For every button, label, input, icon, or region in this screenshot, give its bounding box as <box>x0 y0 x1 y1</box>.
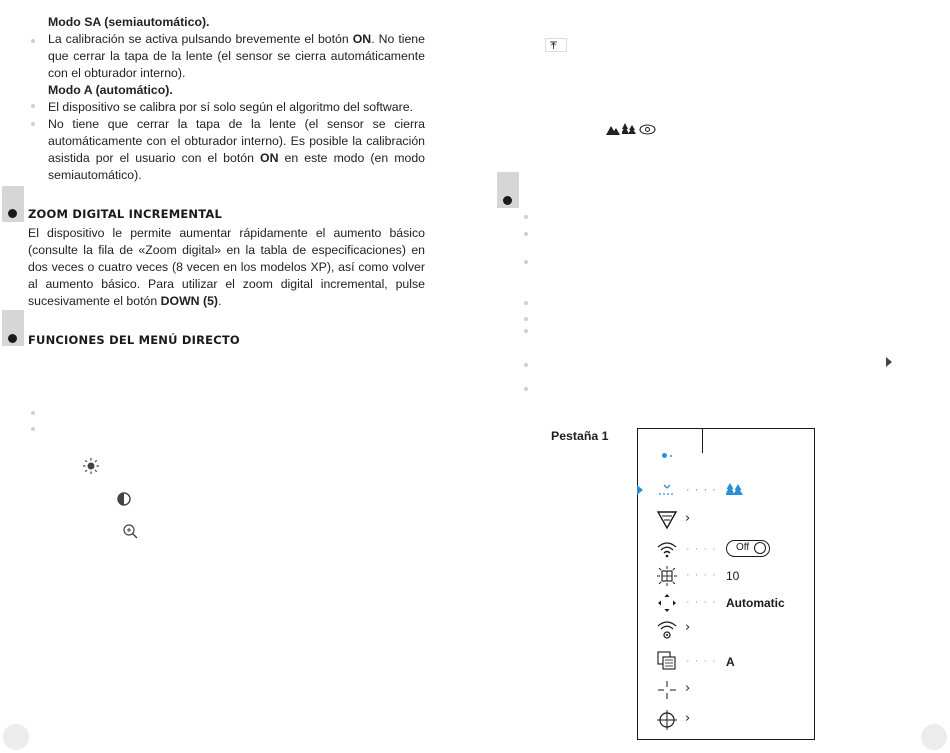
chevron-right-icon: › <box>685 681 691 696</box>
autofocus-icon <box>656 592 678 614</box>
page-corner-marker <box>921 724 947 750</box>
reticle-icon <box>656 709 678 731</box>
menu-dots: · · · · <box>686 569 717 581</box>
sa-mode-description: La calibración se activa pulsando brevemente el botón ON. No tiene que cerrar la tapa de la lente (el sensor se cierra automáticamente con el obturador interno). <box>48 32 425 80</box>
menu-tab-divider <box>702 428 703 453</box>
page-corner-marker <box>3 724 29 750</box>
menu-dots: · · · · <box>686 543 717 555</box>
menu-dots: · · · · <box>686 484 717 496</box>
menu-heading: FUNCIONES DEL MENÚ DIRECTO <box>28 333 240 347</box>
bullet-marker <box>31 39 35 43</box>
bullet-marker <box>524 301 528 305</box>
a-mode-title: Modo A (automático). <box>48 83 173 97</box>
brightness-grid-icon <box>656 565 678 587</box>
zoom-heading: ZOOM DIGITAL INCREMENTAL <box>28 207 223 221</box>
a-mode-description-2: No tiene que cerrar la tapa de la lente (el sensor se cierra automáticamente con el obturador interno). Es posible la calibración asistida por el usuario con el botón ON en este modo (en modo semiautomático). <box>48 117 425 182</box>
wifi-settings-icon <box>656 619 678 641</box>
eye-icon <box>639 124 656 135</box>
menu-panel <box>637 428 815 740</box>
a-mode-description-1: El dispositivo se calibra por sí solo según el algoritmo del software. <box>48 100 413 114</box>
calibration-mode-icon <box>656 479 678 501</box>
pip-value: A <box>726 655 735 669</box>
menu-dots: · · · · <box>686 596 717 608</box>
tab-indicator <box>662 453 667 458</box>
bullet-marker <box>524 317 528 321</box>
brightness-icon <box>82 457 100 475</box>
bullet-marker <box>524 215 528 219</box>
crosshair-icon <box>656 679 678 701</box>
toggle-knob <box>754 542 766 554</box>
tab-indicator <box>670 455 672 457</box>
bullet-marker <box>31 122 35 126</box>
contrast-icon <box>116 491 132 507</box>
wifi-toggle[interactable] <box>726 540 770 557</box>
tab-label: Pestaña 1 <box>551 429 609 443</box>
bullet-marker <box>31 411 35 415</box>
forest-icon <box>726 483 743 496</box>
bullet-marker <box>524 387 528 391</box>
section-marker <box>503 196 512 205</box>
bullet-marker <box>31 427 35 431</box>
section-marker <box>8 334 17 343</box>
sa-mode-title: Modo SA (semiautomático). <box>48 15 210 29</box>
selection-marker-icon <box>637 485 643 495</box>
pip-icon <box>656 650 678 672</box>
play-arrow-icon <box>886 357 892 367</box>
bullet-marker <box>524 329 528 333</box>
autofocus-value: Automatic <box>726 596 785 610</box>
bullet-marker <box>31 104 35 108</box>
zoom-paragraph: El dispositivo le permite aumentar rápidamente el aumento básico (consulte la fila de «Zoom digital» en la tabla de especificaciones) en dos veces o cuatro veces (8 vecen en los modelos XP), así como volver al aumento básico. Para utilizar el zoom digital incremental, pulse sucesivamente el botón DOWN (5). <box>28 226 425 308</box>
bullet-marker <box>524 260 528 264</box>
upload-icon <box>545 38 567 52</box>
section-marker <box>8 209 17 218</box>
mountain-icon <box>606 124 620 135</box>
menu-dots: · · · · <box>686 655 717 667</box>
chevron-right-icon: › <box>685 511 691 526</box>
zoom-icon <box>122 523 139 540</box>
forest-icon <box>622 123 636 135</box>
chevron-right-icon: › <box>685 620 691 635</box>
bullet-marker <box>524 363 528 367</box>
wifi-icon <box>656 539 678 561</box>
chevron-right-icon: › <box>685 711 691 726</box>
toggle-label: Off <box>736 542 750 553</box>
brightness-value: 10 <box>726 569 740 583</box>
bullet-marker <box>524 232 528 236</box>
filter-icon <box>656 509 678 531</box>
